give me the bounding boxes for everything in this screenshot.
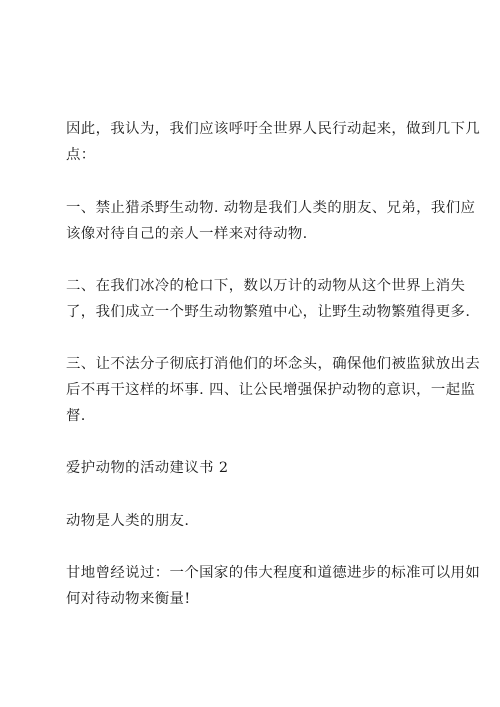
- text-line: 后不再干这样的坏事. 四、让公民增强保护动物的意识，一起监: [66, 382, 476, 398]
- paragraph-points-three-four: [66, 351, 481, 429]
- paragraph-friends: [66, 508, 444, 534]
- text-line: 一、禁止猎杀野生动物. 动物是我们人类的朋友、兄弟，我们应: [66, 200, 476, 216]
- text-line: 督.: [66, 408, 86, 424]
- text-line: 何对待动物来衡量!: [66, 591, 191, 607]
- text-line: 三、让不法分子彻底打消他们的坏念头，确保他们被监狱放出去: [66, 356, 481, 372]
- text-line: 动物是人类的朋友.: [66, 513, 190, 529]
- paragraph-point-one: [66, 195, 476, 247]
- paragraph-point-two: [66, 273, 471, 325]
- text-line: 爱护动物的活动建议书 2: [66, 460, 229, 476]
- paragraph-call-to-action: [66, 116, 481, 168]
- text-line: 该像对待自己的亲人一样来对待动物.: [66, 226, 308, 242]
- text-line: 点：: [66, 147, 96, 163]
- paragraph-gandhi-quote: [66, 560, 481, 612]
- section-heading: [66, 455, 444, 481]
- text-line: 了，我们成立一个野生动物繁殖中心，让野生动物繁殖得更多.: [66, 304, 471, 320]
- text-line: 二、在我们冰冷的枪口下，数以万计的动物从这个世界上消失: [66, 278, 466, 294]
- text-line: 因此，我认为，我们应该呼吁全世界人民行动起来，做到几下几: [66, 121, 481, 137]
- text-line: 甘地曾经说过：一个国家的伟大程度和道德进步的标准可以用如: [66, 565, 481, 581]
